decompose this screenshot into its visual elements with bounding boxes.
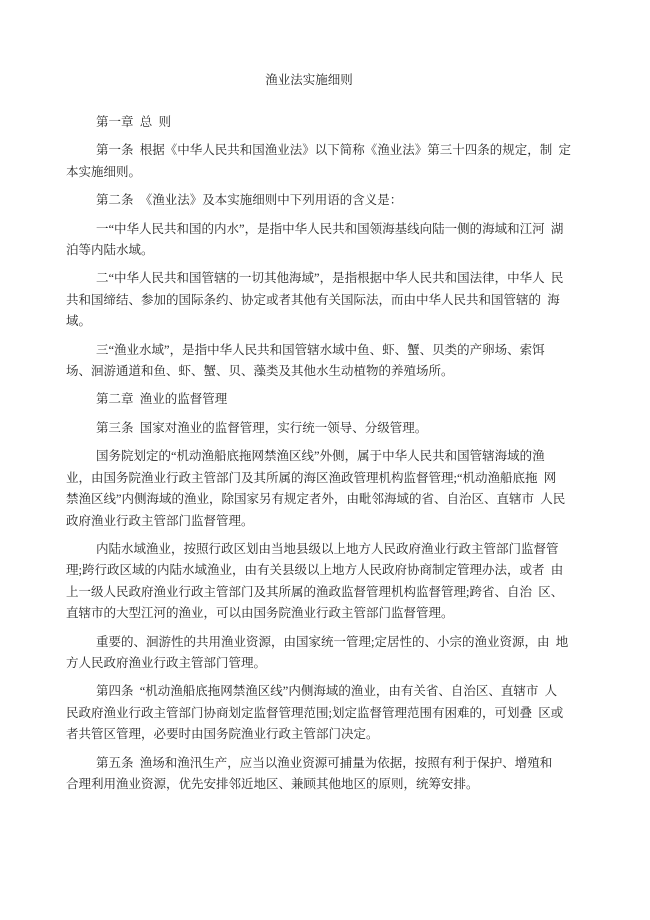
paragraph (66, 268, 584, 332)
text-line: 本实施细则。 (66, 164, 142, 179)
text-line: 上一级人民政府渔业行政主管部门及其所属的渔政监督管理机构监督管理;跨省、自治 区、 (66, 584, 564, 599)
text-line: 重要的、洄游性的共用渔业资源，由国家统一管理;定居性的、小宗的渔业资源，由 地 (96, 634, 569, 649)
text-line: 民政府渔业行政主管部门协商划定监督管理范围;划定监督管理范围有困难的，可划叠 区或 (66, 705, 564, 720)
text-line: 合理利用渔业资源，优先安排邻近地区、兼顾其他地区的原则，统筹安排。 (66, 776, 479, 791)
text-line: 第一条 根据《中华人民共和国渔业法》以下简称《渔业法》第三十四条的规定，制 定 (96, 143, 572, 158)
text-line: 国务院划定的“机动渔船底拖网禁渔区线”外侧，属于中华人民共和国管辖海域的渔 (96, 449, 545, 464)
document-title: 渔业法实施细则 (265, 73, 353, 87)
paragraph (66, 140, 584, 183)
text-line: 理;跨行政区域的内陆水域渔业，由有关县级以上地方人民政府协商制定管理办法，或者 由 (66, 563, 564, 578)
chapter-heading (66, 112, 584, 133)
text-line: 直辖市的大型江河的渔业，可以由国务院渔业行政主管部门监督管理。 (66, 606, 454, 621)
paragraph (66, 340, 584, 383)
text-line: 第一章 总 则 (96, 115, 172, 129)
paragraph (66, 632, 584, 675)
paragraph (66, 190, 584, 211)
paragraph (66, 681, 584, 745)
paragraph (66, 539, 584, 625)
paragraph (66, 753, 584, 796)
text-line: 内陆水域渔业，按照行政区划由当地县级以上地方人民政府渔业行政主管部门监督管 (96, 541, 559, 556)
text-line: 第五条 渔场和渔汛生产，应当以渔业资源可捕量为依据，按照有利于保护、增殖和 (96, 755, 553, 770)
text-line: 政府渔业行政主管部门监督管理。 (66, 513, 254, 528)
text-line: 方人民政府渔业行政主管部门管理。 (66, 655, 267, 670)
text-line: 域。 (66, 314, 92, 329)
text-line: 第二条 《渔业法》及本实施细则中下列用语的含义是： (96, 193, 403, 208)
document-body (66, 112, 584, 795)
chapter-heading (66, 389, 584, 410)
paragraph (66, 418, 584, 439)
text-line: 共和国缔结、参加的国际条约、协定或者其他有关国际法，而由中华人民共和国管辖的 海 (66, 292, 560, 307)
text-line: 三“渔业水域”，是指中华人民共和国管辖水域中鱼、虾、蟹、贝类的产卵场、索饵 (96, 342, 545, 357)
text-line: 第二章 渔业的监督管理 (96, 392, 228, 407)
paragraph (66, 219, 584, 262)
text-line: 第四条 “机动渔船底拖网禁渔区线”内侧海域的渔业，由有关省、自治区、直辖市 人 (96, 684, 558, 699)
paragraph (66, 446, 584, 532)
text-line: 二“中华人民共和国管辖的一切其他海域”，是指根据中华人民共和国法律，中华人 民 (96, 271, 564, 286)
text-line: 一“中华人民共和国的内水”，是指中华人民共和国领海基线向陆一侧的海域和江河 湖 (96, 221, 564, 236)
text-line: 业，由国务院渔业行政主管部门及其所属的海区渔政管理机构监督管理;“机动渔船底拖 网 (66, 470, 557, 485)
text-line: 泊等内陆水域。 (66, 243, 154, 258)
text-line: 场、洄游通道和鱼、虾、蟹、贝、藻类及其他水生动植物的养殖场所。 (66, 364, 454, 379)
text-line: 第三条 国家对渔业的监督管理，实行统一领导、分级管理。 (96, 420, 428, 435)
text-line: 者共管区管理，必要时由国务院渔业行政主管部门决定。 (66, 727, 379, 742)
text-line: 禁渔区线”内侧海域的渔业，除国家另有规定者外，由毗邻海域的省、自治区、直辖市 人民 (66, 492, 566, 507)
